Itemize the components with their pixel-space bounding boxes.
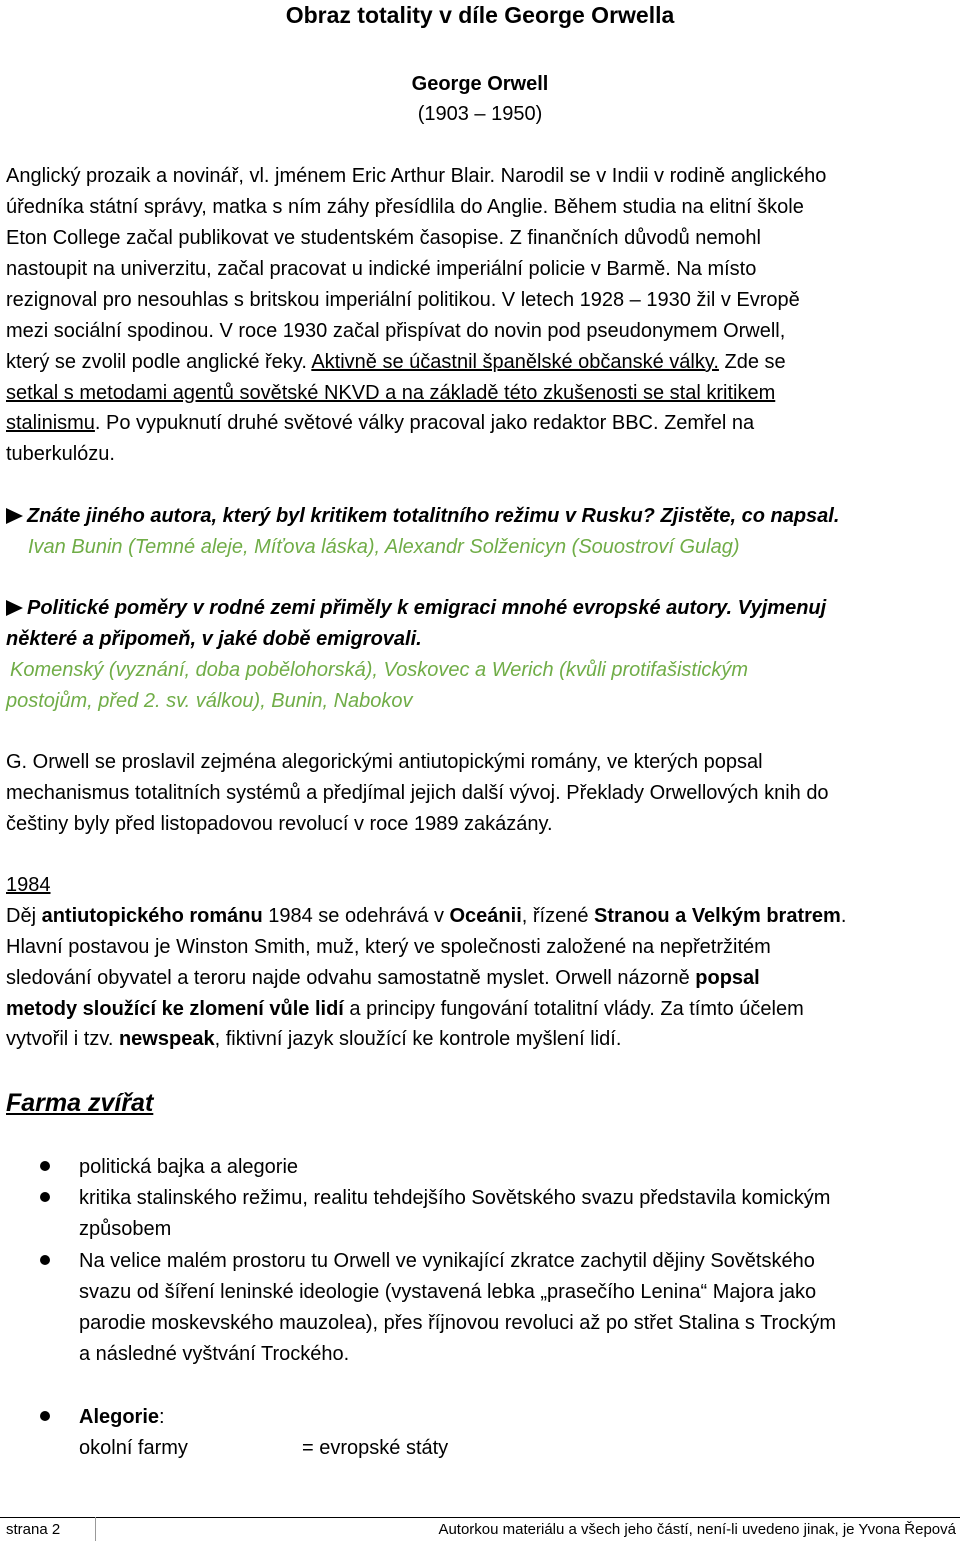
question-2 <box>6 596 826 620</box>
triangle-bullet-icon <box>6 600 23 616</box>
bio-line <box>6 350 786 374</box>
footer-separator <box>95 1517 96 1541</box>
novel-line <box>6 1027 621 1051</box>
intro-line: mechanismus totalitních systémů a předjímal jejich další vývoj. Překlady Orwellových knih do <box>6 782 829 804</box>
novel-text: vytvořil i tzv. <box>6 1028 119 1050</box>
novel-text: . <box>840 905 847 927</box>
novel-line <box>6 904 846 928</box>
bullet-dot-icon <box>40 1255 50 1265</box>
list-item-cont: parodie moskevského mauzolea), přes říjnovou revoluci až po střet Stalina s Trockým <box>79 1312 837 1334</box>
allegory-term: okolní farmy <box>79 1437 188 1459</box>
novel-bold: newspeak <box>118 1028 215 1050</box>
bullet-dot-icon <box>40 1411 50 1421</box>
list-item-cont: svazu od šíření leninské ideologie (vystavená lebka „prasečího Lenina“ Majora jako <box>79 1281 817 1303</box>
question-1-text: Znáte jiného autora, který byl kritikem totalitního režimu v Rusku? Zjistěte, co napsal. <box>27 505 840 527</box>
novel-text: , řízené <box>521 905 595 927</box>
bio-line: tuberkulózu. <box>6 443 115 465</box>
section-1984-heading: 1984 <box>6 874 51 896</box>
author-years: (1903 – 1950) <box>417 103 543 125</box>
novel-line: Hlavní postavou je Winston Smith, muž, který ve společnosti založené na nepřetržitém <box>6 936 771 958</box>
novel-bold: metody sloužící ke zlomení vůle lidí <box>6 998 344 1020</box>
answer-2: Komenský (vyznání, doba pobělohorská), Voskovec a Werich (kvůli protifašistickým <box>10 659 749 681</box>
author-name: George Orwell <box>411 73 549 95</box>
bullet-dot-icon <box>40 1192 50 1202</box>
bullet-dot-icon <box>40 1161 50 1171</box>
novel-line <box>6 997 804 1021</box>
stalinism-highlight: stalinismu <box>6 412 95 434</box>
novel-text: sledování obyvatel a teroru najde odvahu samostatně myslet. Orwell názorně <box>6 967 696 989</box>
novel-bold: popsal <box>695 967 760 989</box>
bio-line: mezi sociální spodinou. V roce 1930 začal přispívat do novin pod pseudonymem Orwell, <box>6 320 786 342</box>
question-2-line2: některé a připomeň, v jaké době emigrovali. <box>6 628 422 650</box>
novel-text: Děj <box>6 905 42 927</box>
bio-text: . Po vypuknutí druhé světové války pracoval jako redaktor BBC. Zemřel na <box>94 412 755 434</box>
bio-line <box>6 411 754 435</box>
bio-line: rezignoval pro nesouhlas s britskou imperiální politikou. V letech 1928 – 1930 žil v Evropě <box>6 289 800 311</box>
bio-text: Zde se <box>718 351 786 373</box>
bio-line: Eton College začal publikovat ve studentském časopise. Z finančních důvodů nemohl <box>6 227 761 249</box>
triangle-bullet-icon <box>6 508 23 524</box>
allegory-label: Alegorie <box>79 1406 160 1428</box>
question-2-text: Politické poměry v rodné zemi přiměly k emigraci mnohé evropské autory. Vyjmenuj <box>27 597 827 619</box>
novel-text: , fiktivní jazyk sloužící ke kontrole myšlení lidí. <box>214 1028 622 1050</box>
novel-bold: Stranou a Velkým bratrem <box>594 905 841 927</box>
bio-line: Anglický prozaik a novinář, vl. jménem Eric Arthur Blair. Narodil se v Indii v rodině anglického <box>6 165 827 187</box>
list-item <box>79 1405 165 1429</box>
answer-2-line2: postojům, před 2. sv. válkou), Bunin, Nabokov <box>6 690 413 712</box>
novel-line <box>6 966 760 990</box>
novel-text: 1984 se odehrává v <box>262 905 450 927</box>
list-item-cont: a následné vyštvání Trockého. <box>79 1343 350 1365</box>
section-farm-heading: Farma zvířat <box>6 1089 154 1117</box>
list-item: Na velice malém prostoru tu Orwell ve vynikající zkratce zachytil dějiny Sovětského <box>79 1250 815 1272</box>
novel-bold: antiutopického románu <box>41 905 263 927</box>
question-1 <box>6 504 839 528</box>
list-item: kritika stalinského režimu, realitu tehdejšího Sovětského svazu představila komickým <box>79 1187 831 1209</box>
footer-credit: Autorkou materiálu a všech jeho částí, není-li uvedeno jinak, je Yvona Řepová <box>438 1521 956 1538</box>
footer-rule <box>0 1517 960 1518</box>
allegory-definition: = evropské státy <box>302 1437 449 1459</box>
intro-line: češtiny byly před listopadovou revolucí v roce 1989 zakázány. <box>6 813 553 835</box>
spanish-war-highlight: Aktivně se účastnil španělské občanské války. <box>311 351 719 373</box>
bio-line: nastoupit na univerzitu, začal pracovat u indické imperiální policie v Barmě. Na místo <box>6 258 757 280</box>
allegory-colon: : <box>159 1406 165 1428</box>
bio-line: úředníka státní správy, matka s ním záhy přesídlila do Anglie. Během studia na elitní škole <box>6 196 804 218</box>
intro-line: G. Orwell se proslavil zejména alegorickými antiutopickými romány, ve kterých popsal <box>6 751 763 773</box>
answer-1: Ivan Bunin (Temné aleje, Míťova láska), Alexandr Solženicyn (Souostroví Gulag) <box>28 536 740 558</box>
list-item: politická bajka a alegorie <box>79 1156 299 1178</box>
page-title: Obraz totality v díle George Orwella <box>285 2 675 28</box>
bio-line-underlined: setkal s metodami agentů sovětské NKVD a na základě této zkušenosti se stal kritikem <box>6 382 776 404</box>
novel-bold: Oceánii <box>449 905 522 927</box>
list-item-cont: způsobem <box>79 1218 172 1240</box>
bio-text: který se zvolil podle anglické řeky. <box>6 351 312 373</box>
footer-page-number: strana 2 <box>6 1521 61 1538</box>
novel-text: a principy fungování totalitní vlády. Za tímto účelem <box>343 998 804 1020</box>
